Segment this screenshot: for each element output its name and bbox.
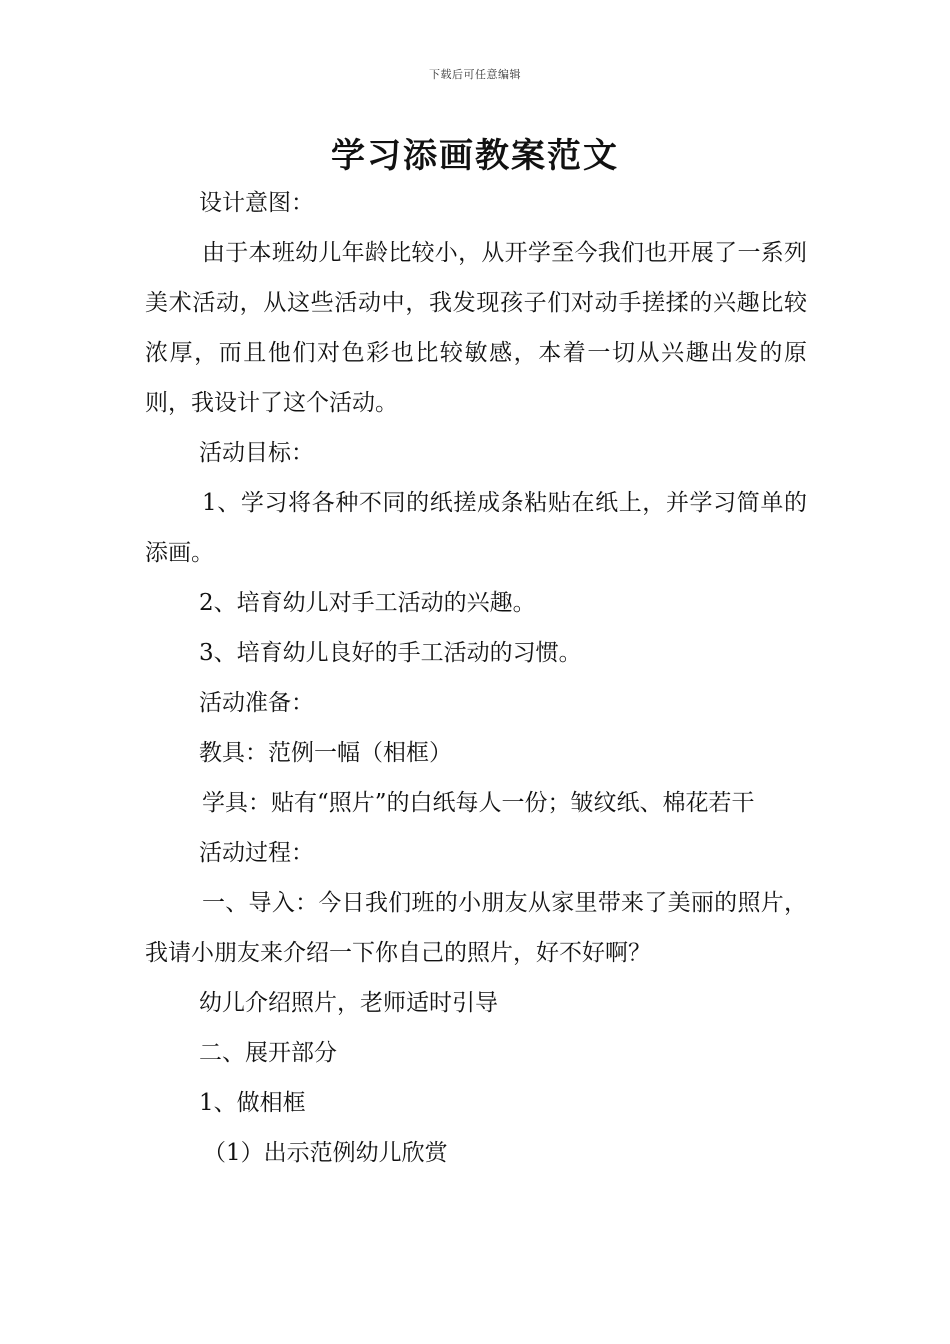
process-introduction-note: 幼儿介绍照片，老师适时引导 [199,990,498,1016]
document-body [145,178,807,1178]
section-heading-process: 活动过程： [199,840,314,866]
objective-item-1: 1、学习将各种不同的纸搓成条粘贴在纸上，并学习简单的添画。 [145,490,807,566]
paragraph-design-intent: 由于本班幼儿年龄比较小，从开学至今我们也开展了一系列美术活动，从这些活动中，我发现孩子们对动手搓揉的兴趣比较浓厚，而且他们对色彩也比较敏感，本着一切从兴趣出发的原则，我设计了这个活动。 [145,240,807,416]
header-note: 下载后可任意编辑 [429,68,521,81]
process-step-1: 1、做相框 [199,1090,306,1116]
document-title: 学习添画教案范文 [331,136,619,176]
section-heading-objectives: 活动目标： [199,440,314,466]
section-heading-design-intent: 设计意图： [199,190,314,216]
preparation-teaching-aids: 教具：范例一幅（相框） [199,740,452,766]
preparation-learning-aids: 学具：贴有“照片”的白纸每人一份；皱纹纸、棉花若干 [202,790,755,816]
objective-item-3: 3、培育幼儿良好的手工活动的习惯。 [199,640,582,666]
process-step-1-sub-1: （1）出示范例幼儿欣赏 [203,1140,448,1166]
process-part-two-heading: 二、展开部分 [199,1040,337,1066]
process-introduction: 一、导入：今日我们班的小朋友从家里带来了美丽的照片，我请小朋友来介绍一下你自己的照片，好不好啊？ [145,890,807,966]
objective-item-2: 2、培育幼儿对手工活动的兴趣。 [199,590,536,616]
section-heading-preparation: 活动准备： [199,690,314,716]
